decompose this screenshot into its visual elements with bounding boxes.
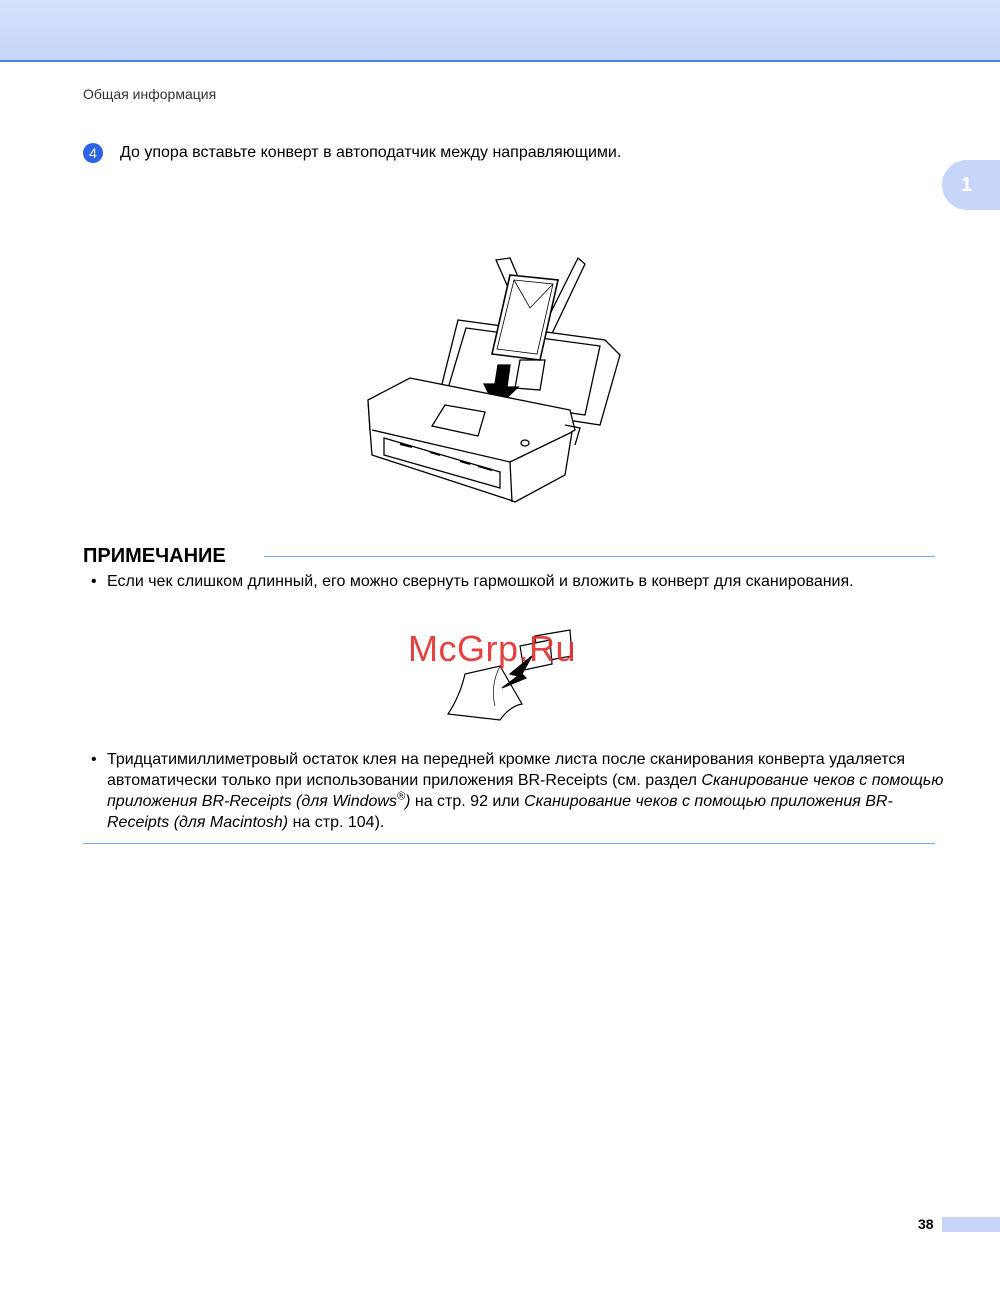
bullet: • — [91, 573, 97, 590]
chapter-tab[interactable]: 1 — [942, 160, 1000, 210]
note-title: ПРИМЕЧАНИЕ — [83, 545, 226, 567]
registered-mark: ® — [396, 790, 406, 803]
watermark: McGrp.Ru — [408, 628, 577, 669]
note-item-text — [107, 749, 951, 833]
cross-reference-link[interactable]: Сканирование чеков с помощью приложения BR-Receipts (для Macintosh) — [107, 793, 893, 831]
text-segment: на стр. 104). — [288, 814, 385, 831]
text-segment: на стр. 92 или — [410, 793, 525, 810]
page-number: 38 — [918, 1216, 934, 1232]
note-rule — [264, 556, 935, 557]
link-text-end[interactable]: ) — [405, 793, 411, 810]
link-text[interactable]: Сканирование чеков с помощью приложения BR-Receipts (для Windows — [107, 772, 944, 810]
breadcrumb: Общая информация — [83, 86, 217, 102]
step-4 — [83, 143, 621, 163]
note-item — [91, 571, 951, 592]
step-text: До упора вставьте конверт в автоподатчик между направляющими. — [120, 144, 622, 161]
step-number-badge: 4 — [83, 143, 103, 163]
note-item — [91, 749, 951, 833]
scanner-envelope-illustration — [360, 250, 640, 520]
bullet: • — [91, 751, 97, 768]
page-tab — [942, 1217, 1000, 1232]
note-end-rule — [83, 843, 935, 844]
text-segment: Тридцатимиллиметровый остаток клея на передней кромке листа после сканирования конверта удаляется автоматически только при использовании приложения BR-Receipts (см. раздел — [107, 751, 905, 789]
note-item-text: Если чек слишком длинный, его можно свернуть гармошкой и вложить в конверт для сканирования. — [107, 573, 854, 590]
header-band — [0, 0, 1000, 62]
